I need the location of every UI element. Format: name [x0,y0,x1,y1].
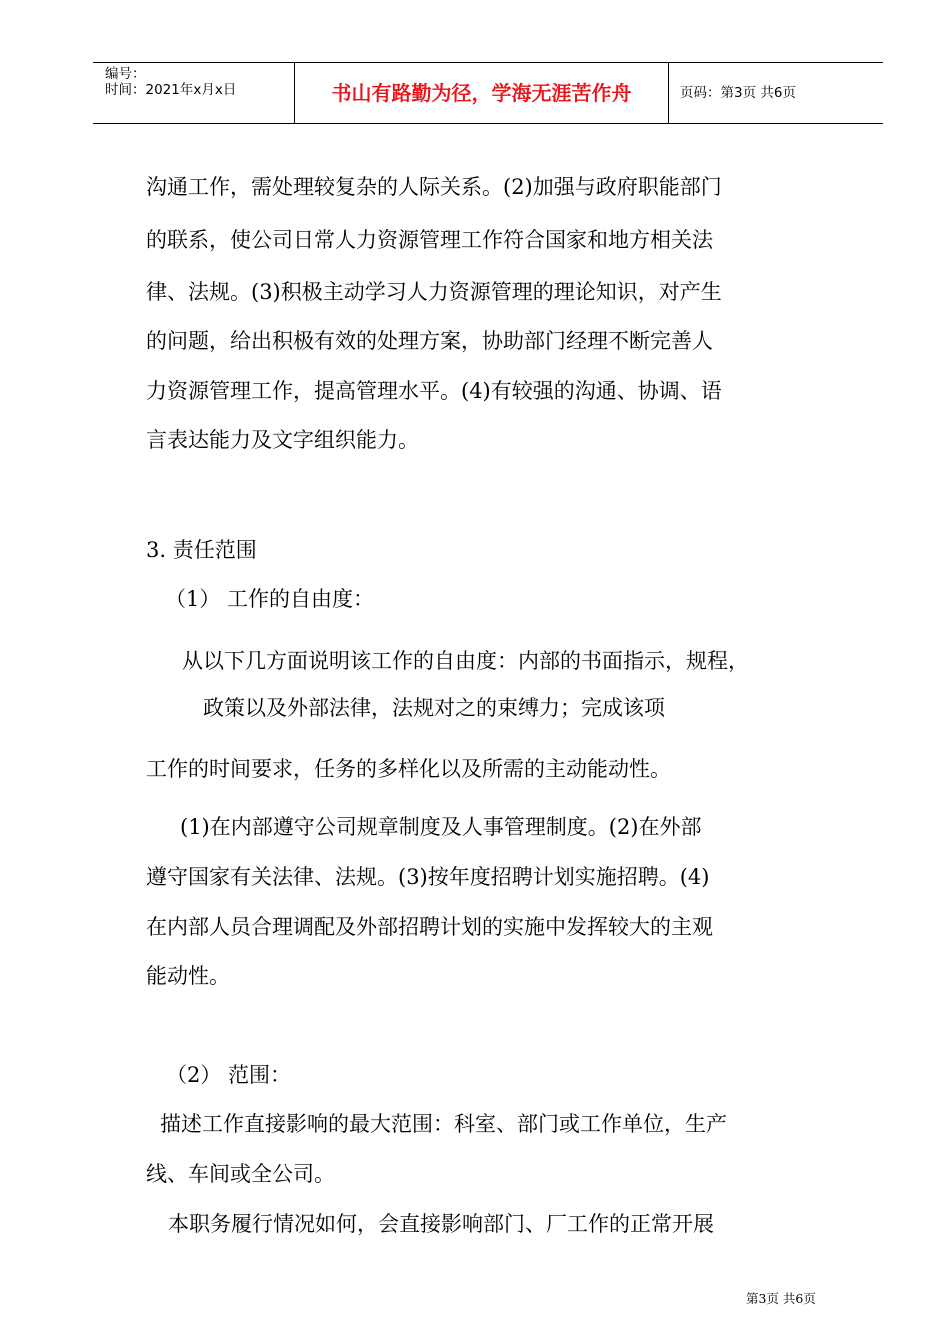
header-info-cell [93,63,295,123]
body-line: 在内部人员合理调配及外部招聘计划的实施中发挥较大的主观 [146,915,713,939]
footer-page-number: 第3页 共6页 [746,1291,816,1306]
body-line: 线、车间或全公司。 [146,1162,335,1186]
body-line: 描述工作直接影响的最大范围：科室、部门或工作单位，生产 [160,1112,727,1136]
subsection-heading: （2） 范围： [166,1063,292,1087]
page-header [93,62,883,124]
body-line: 律、法规。(3)积极主动学习人力资源管理的理论知识，对产生 [146,280,722,304]
body-line: 的问题，给出积极有效的处理方案，协助部门经理不断完善人 [146,329,713,353]
header-motto-cell [295,63,669,123]
subsection-heading: （1） 工作的自由度： [165,587,375,611]
body-line: 从以下几方面说明该工作的自由度：内部的书面指示，规程， [182,649,749,673]
body-line: 本职务履行情况如何，会直接影响部门、厂工作的正常开展 [168,1212,714,1236]
body-line: 能动性。 [146,964,230,988]
body-line: 遵守国家有关法律、法规。(3)按年度招聘计划实施招聘。(4) [146,865,710,889]
header-page-cell [669,63,883,123]
body-line: 力资源管理工作，提高管理水平。(4)有较强的沟通、协调、语 [146,379,722,403]
body-line: 工作的时间要求，任务的多样化以及所需的主动能动性。 [146,757,671,781]
header-motto: 书山有路勤为径，学海无涯苦作舟 [331,81,632,105]
body-line: 言表达能力及文字组织能力。 [146,428,419,452]
body-line: 政策以及外部法律，法规对之的束缚力；完成该项 [203,696,665,720]
document-time-label: 时间：2021年x月x日 [105,82,237,98]
document-number-label: 编号： [105,66,146,82]
body-line: (1)在内部遵守公司规章制度及人事管理制度。(2)在外部 [180,815,702,839]
header-page-number: 页码：第3页 共6页 [680,85,796,101]
section-heading: 3. 责任范围 [146,538,257,562]
body-line: 的联系，使公司日常人力资源管理工作符合国家和地方相关法 [146,228,713,252]
body-line: 沟通工作，需处理较复杂的人际关系。(2)加强与政府职能部门 [146,175,722,199]
